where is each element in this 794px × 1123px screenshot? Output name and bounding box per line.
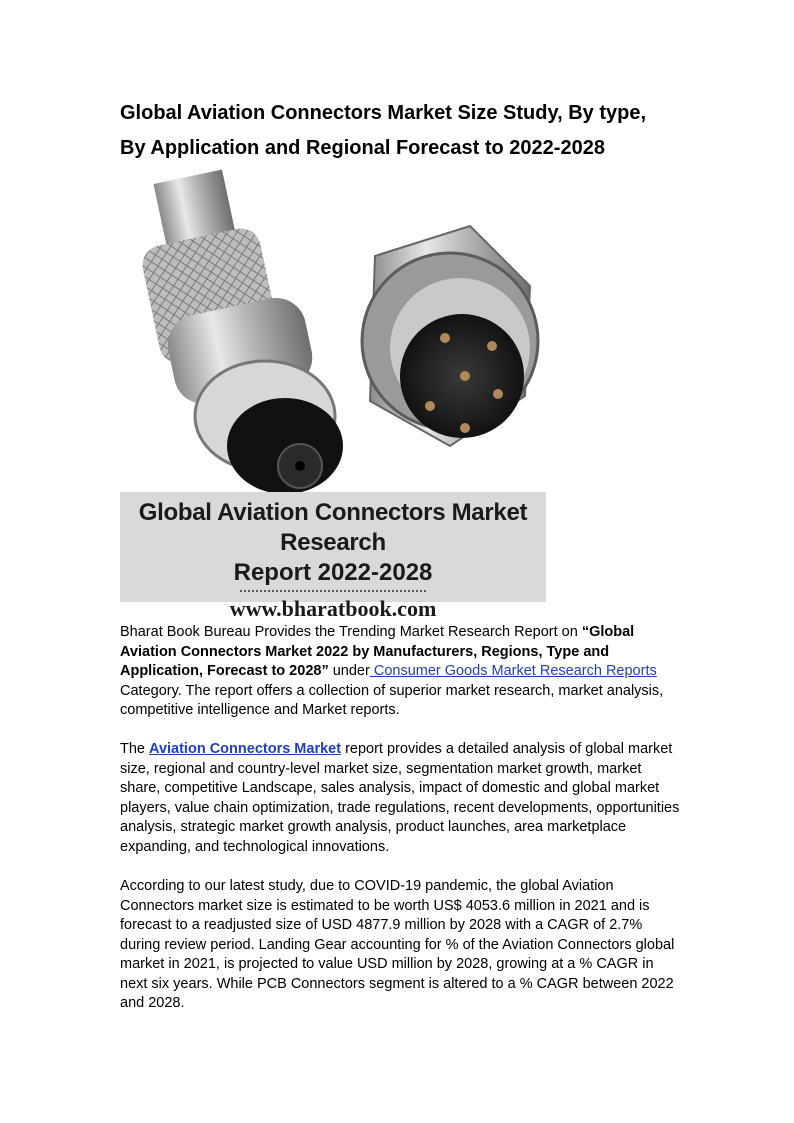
banner-line-2: Report 2022-2028 [233, 559, 433, 586]
title-line-2: By Application and Regional Forecast to 2022-2028 [120, 137, 605, 159]
plug-connector [139, 169, 343, 494]
paragraph-overview [120, 740, 680, 857]
intro-rest-text: Category. The report offers a collection of superior market research, market analysis, competitive intelligence and Market reports. [120, 682, 664, 718]
banner-url: www.bharatbook.com [229, 596, 437, 621]
consumer-goods-link[interactable]: Consumer Goods Market Research Reports [369, 663, 657, 679]
banner-divider [240, 590, 426, 592]
socket-connector [362, 226, 538, 446]
intro-text: Bharat Book Bureau Provides the Trending Market Research Report on [120, 624, 582, 640]
the-text: The [120, 741, 150, 757]
report-title-bold: “Global Aviation Connectors Market 2022 by Manufacturers, Regions, Type and Application, Forecast to 2028” [120, 624, 635, 679]
title-line-1: Global Aviation Connectors Market Size Study, By type, [120, 102, 647, 124]
paragraph-study [120, 877, 680, 1014]
overview-rest-text: report provides a detailed analysis of global market size, regional and country-level market size, segmentation market growth, market share, competitive Landscape, sales analysis, impact of domestic and global market players, value chain optimization, trade regulations, recent developments, opportunities analysis, strategic market growth analysis, product launches, area marketplace expanding, and technological innovations. [120, 741, 680, 855]
study-text: According to our latest study, due to COVID-19 pandemic, the global Aviation Connectors market size is estimated to be worth US$ 4053.6 million in 2021 and is forecast to a readjusted size of USD 4877.9 million by 2028 with a CAGR of 2.7% during review period. Landing Gear accounting for % of the Aviation Connectors global market in 2021, is projected to value USD million by 2028, growing at a % CAGR in next six years. While PCB Connectors segment is altered to a % CAGR between 2022 and 2028. [120, 878, 675, 1011]
paragraph-intro [120, 623, 680, 721]
aviation-connectors-market-link[interactable]: Aviation Connectors Market [149, 741, 342, 757]
banner-line-1: Global Aviation Connectors Market Research [138, 499, 528, 556]
product-image [120, 176, 546, 621]
report-banner [120, 492, 546, 621]
page-title [120, 96, 720, 166]
under-text: under [328, 663, 370, 679]
